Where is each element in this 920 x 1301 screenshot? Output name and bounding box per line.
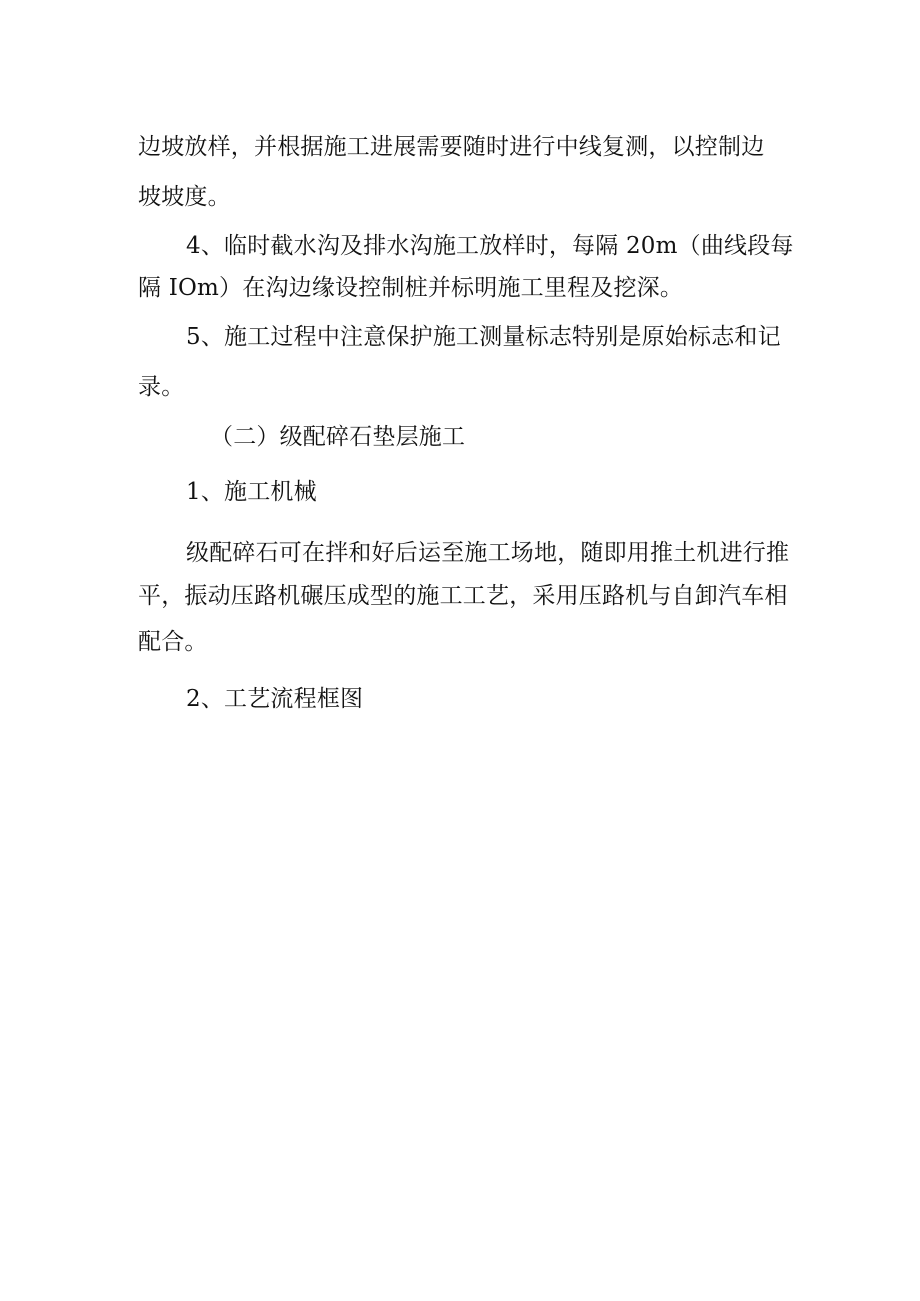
paragraph-line: 级配碎石可在拌和好后运至施工场地，随即用推土机进行推 — [186, 540, 790, 566]
list-item-4-line: 隔 IOm）在沟边缘设控制桩并标明施工里程及挖深。 — [138, 275, 684, 301]
paragraph-line: 平，振动压路机碾压成型的施工工艺，采用压路机与自卸汽车相 — [138, 583, 788, 609]
paragraph-line: 坡坡度。 — [138, 184, 231, 210]
subheading-process-flowchart: 2、工艺流程框图 — [186, 686, 364, 712]
subheading-construction-machinery: 1、施工机械 — [186, 479, 317, 505]
section-heading: （二）级配碎石垫层施工 — [210, 424, 466, 450]
paragraph-line: 边坡放样，并根据施工进展需要随时进行中线复测，以控制边 — [138, 134, 765, 160]
paragraph-line: 配合。 — [138, 629, 208, 655]
list-item-5-line: 5、施工过程中注意保护施工测量标志特别是原始标志和记 — [186, 324, 781, 350]
list-item-5-line: 录。 — [138, 374, 185, 400]
list-item-4-line: 4、临时截水沟及排水沟施工放样时，每隔 20m（曲线段每 — [186, 233, 794, 259]
